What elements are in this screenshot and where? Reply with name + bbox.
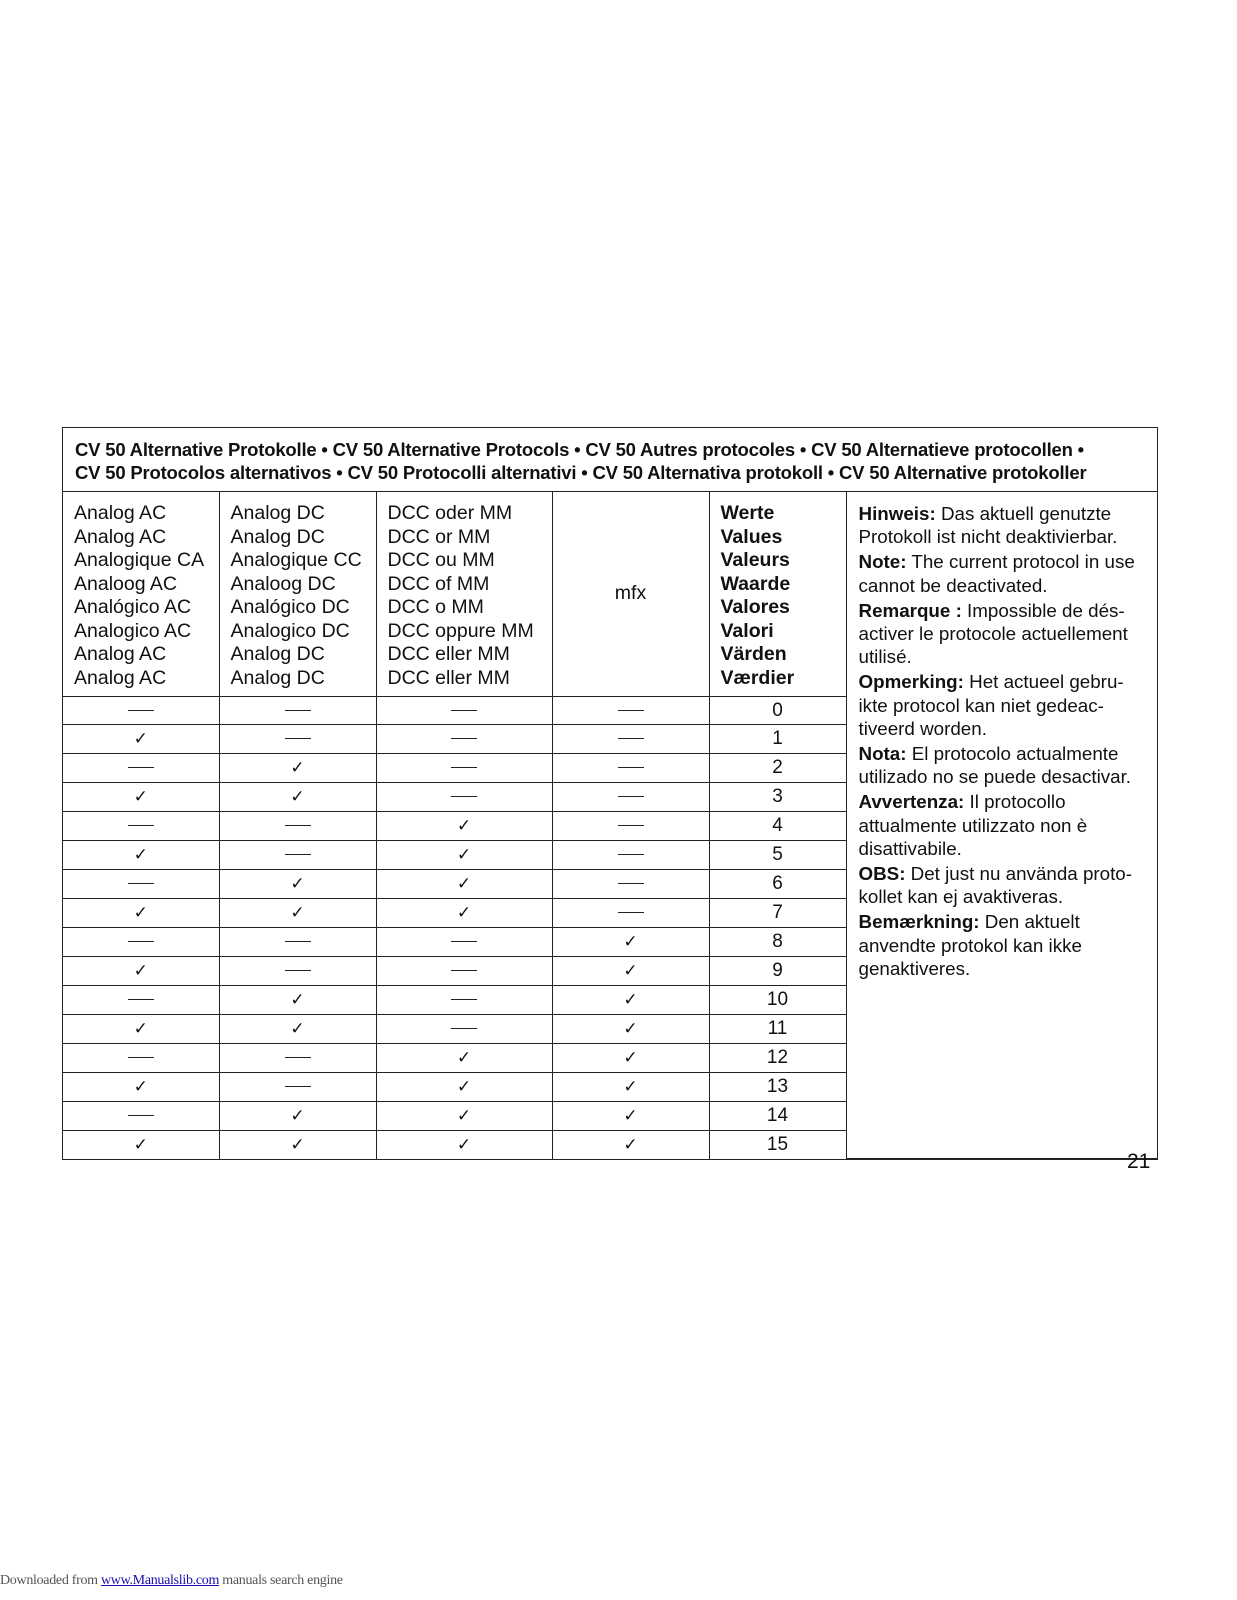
- table-cell: [376, 956, 552, 985]
- dash-icon: [618, 738, 644, 739]
- value-cell: 6: [709, 869, 846, 898]
- header-mfx: mfx: [552, 492, 709, 696]
- table-cell: [552, 1072, 709, 1101]
- table-cell: [376, 927, 552, 956]
- table-cell: [552, 696, 709, 724]
- dash-icon: [128, 999, 154, 1000]
- protocol-table: [63, 492, 1158, 1159]
- header-dcc-mm-line: DCC ou MM: [387, 549, 495, 571]
- table-cell: [219, 1014, 376, 1043]
- value-cell: 0: [709, 696, 846, 724]
- table-cell: [219, 956, 376, 985]
- table-cell: [376, 1014, 552, 1043]
- page-number: 21: [1127, 1150, 1151, 1173]
- check-icon: ✓: [623, 1134, 638, 1155]
- table-cell: [63, 1014, 219, 1043]
- table-cell: [219, 782, 376, 811]
- table-cell: [63, 782, 219, 811]
- note-label: Avvertenza:: [858, 791, 965, 813]
- table-title: [63, 428, 1157, 492]
- dash-icon: [451, 738, 477, 739]
- dash-icon: [451, 941, 477, 942]
- check-icon: ✓: [290, 1134, 305, 1155]
- header-analog-ac-line: Analógico AC: [74, 596, 192, 618]
- table-cell: [552, 724, 709, 753]
- table-cell: [376, 985, 552, 1014]
- table-cell: [552, 1043, 709, 1072]
- header-analog-ac-line: Analogico AC: [74, 619, 192, 642]
- dash-icon: [128, 1115, 154, 1116]
- check-icon: ✓: [623, 1018, 638, 1039]
- note-label: OBS:: [858, 863, 906, 885]
- header-analog-dc-line: Analog DC: [230, 666, 325, 689]
- dash-icon: [451, 710, 477, 711]
- dash-icon: [285, 825, 311, 826]
- table-cell: [63, 1130, 219, 1159]
- note-panel: [846, 492, 1158, 1159]
- cv50-table-container: [62, 427, 1158, 1160]
- table-cell: [376, 724, 552, 753]
- table-cell: [552, 1101, 709, 1130]
- check-icon: ✓: [133, 960, 148, 981]
- header-values-line: Valori: [720, 619, 774, 642]
- header-dcc-mm-line: DCC oder MM: [387, 502, 513, 524]
- dash-icon: [451, 767, 477, 768]
- check-icon: ✓: [133, 844, 148, 865]
- table-cell: [219, 840, 376, 869]
- title-line-1: CV 50 Alternative Protokolle • CV 50 Alternative Protocols • CV 50 Autres protocoles • CV 50 Alternatieve protocollen •: [75, 439, 1084, 460]
- table-cell: [552, 898, 709, 927]
- check-icon: ✓: [456, 815, 472, 836]
- note-text: Het actueel gebru-ikte protocol kan niet gedeac-tiveerd worden.: [858, 671, 1124, 739]
- dash-icon: [285, 1086, 311, 1087]
- table-cell: [376, 753, 552, 782]
- note-item: [859, 670, 1149, 740]
- table-cell: [552, 782, 709, 811]
- header-analog-ac-line: Analog AC: [74, 643, 167, 665]
- header-analog-ac-line: Analog AC: [74, 666, 167, 689]
- check-icon: ✓: [456, 1047, 472, 1068]
- note-label: Hinweis:: [858, 503, 936, 524]
- header-analog-dc: [219, 492, 376, 696]
- header-dcc-mm: [376, 492, 552, 696]
- dash-icon: [618, 883, 644, 884]
- header-row: [63, 492, 1158, 696]
- check-icon: ✓: [133, 1018, 148, 1039]
- check-icon: ✓: [456, 1105, 472, 1126]
- dash-icon: [285, 854, 311, 855]
- check-icon: ✓: [456, 902, 472, 923]
- value-cell: 14: [709, 1101, 846, 1130]
- value-cell: 11: [709, 1014, 846, 1043]
- note-item: [859, 550, 1149, 596]
- header-analog-dc-line: Analog DC: [230, 525, 325, 548]
- value-cell: 10: [709, 985, 846, 1014]
- value-cell: 4: [709, 811, 846, 840]
- table-cell: [552, 1014, 709, 1043]
- table-cell: [63, 898, 219, 927]
- table-cell: [63, 869, 219, 898]
- check-icon: ✓: [290, 786, 305, 807]
- value-cell: 9: [709, 956, 846, 985]
- dash-icon: [618, 796, 644, 797]
- note-label: Note:: [858, 551, 907, 573]
- dash-icon: [285, 710, 311, 711]
- check-icon: ✓: [456, 1076, 472, 1097]
- value-cell: 3: [709, 782, 846, 811]
- table-cell: [552, 985, 709, 1014]
- check-icon: ✓: [133, 1134, 148, 1155]
- table-cell: [376, 782, 552, 811]
- check-icon: ✓: [456, 1134, 472, 1155]
- header-dcc-mm-line: DCC oppure MM: [387, 619, 534, 642]
- header-analog-ac-line: Analog AC: [74, 502, 167, 524]
- value-cell: 5: [709, 840, 846, 869]
- header-dcc-mm-line: DCC o MM: [387, 596, 484, 618]
- dash-icon: [128, 710, 154, 711]
- check-icon: ✓: [456, 844, 472, 865]
- value-cell: 8: [709, 927, 846, 956]
- table-cell: [376, 840, 552, 869]
- header-dcc-mm-line: DCC eller MM: [387, 643, 510, 665]
- table-cell: [63, 985, 219, 1014]
- header-analog-dc-line: Analogico DC: [230, 619, 350, 642]
- dash-icon: [285, 941, 311, 942]
- header-values-line: Values: [720, 525, 783, 548]
- header-analog-dc-line: Analoog DC: [230, 572, 336, 595]
- table-cell: [376, 1101, 552, 1130]
- table-cell: [376, 869, 552, 898]
- dash-icon: [618, 825, 644, 826]
- table-cell: [219, 753, 376, 782]
- check-icon: ✓: [623, 1076, 638, 1097]
- check-icon: ✓: [623, 960, 638, 981]
- check-icon: ✓: [290, 1018, 305, 1039]
- header-analog-dc-line: Analog DC: [230, 502, 325, 524]
- note-text: Impossible de dés-activer le protocole actuellement utilisé.: [858, 599, 1128, 668]
- check-icon: ✓: [623, 1105, 638, 1126]
- table-cell: [219, 696, 376, 724]
- check-icon: ✓: [133, 728, 148, 749]
- note-item: [859, 910, 1149, 980]
- header-analog-dc-line: Analog DC: [230, 643, 325, 665]
- table-cell: [219, 898, 376, 927]
- note-label: Remarque :: [858, 599, 962, 621]
- table-cell: [376, 1130, 552, 1159]
- dash-icon: [128, 767, 154, 768]
- note-text: Il protocollo attualmente utilizzato non è disattivabile.: [858, 791, 1088, 859]
- value-cell: 15: [709, 1130, 846, 1159]
- check-icon: ✓: [290, 873, 305, 894]
- dash-icon: [128, 941, 154, 942]
- header-values-line: Werte: [720, 502, 775, 524]
- table-cell: [63, 956, 219, 985]
- table-cell: [219, 869, 376, 898]
- table-cell: [219, 985, 376, 1014]
- check-icon: ✓: [456, 873, 472, 894]
- value-cell: 7: [709, 898, 846, 927]
- table-cell: [219, 927, 376, 956]
- header-dcc-mm-line: DCC of MM: [387, 572, 490, 595]
- note-item: [859, 599, 1149, 669]
- header-dcc-mm-line: DCC or MM: [387, 525, 491, 548]
- table-cell: [376, 1072, 552, 1101]
- header-analog-ac: [63, 492, 219, 696]
- table-cell: [376, 898, 552, 927]
- header-values-line: Værdier: [720, 666, 795, 689]
- check-icon: ✓: [290, 757, 305, 778]
- table-cell: [219, 1130, 376, 1159]
- header-values: [709, 492, 846, 696]
- header-values-line: Waarde: [720, 572, 791, 595]
- table-cell: [63, 696, 219, 724]
- check-icon: ✓: [623, 931, 638, 952]
- dash-icon: [451, 1028, 477, 1029]
- header-analog-ac-line: Analogique CA: [74, 549, 205, 571]
- table-cell: [552, 753, 709, 782]
- header-analog-dc-line: Analogique CC: [230, 549, 362, 571]
- dash-icon: [618, 854, 644, 855]
- check-icon: ✓: [290, 902, 305, 923]
- check-icon: ✓: [133, 786, 148, 807]
- table-cell: [552, 869, 709, 898]
- note-text: Das aktuell genutzte Protokoll ist nicht deaktivierbar.: [858, 503, 1118, 548]
- table-cell: [552, 840, 709, 869]
- table-cell: [63, 724, 219, 753]
- note-text: Den aktuelt anvendte protokol kan ikke genaktiveres.: [858, 911, 1082, 979]
- table-cell: [219, 1072, 376, 1101]
- dash-icon: [618, 767, 644, 768]
- table-cell: [552, 956, 709, 985]
- header-analog-ac-line: Analog AC: [74, 525, 167, 548]
- note-label: Opmerking:: [858, 671, 964, 693]
- dash-icon: [128, 825, 154, 826]
- note-label: Nota:: [858, 743, 907, 765]
- table-cell: [63, 753, 219, 782]
- dash-icon: [285, 970, 311, 971]
- footer-suffix: manuals search engine: [219, 1573, 343, 1588]
- table-cell: [376, 811, 552, 840]
- title-line-2: CV 50 Protocolos alternativos • CV 50 Protocolli alternativi • CV 50 Alternativa protokoll • CV 50 Alternative protokoller: [75, 462, 1087, 483]
- note-item: [859, 862, 1149, 908]
- manualslib-link[interactable]: www.Manualslib.com: [100, 1573, 220, 1588]
- note-item: [859, 502, 1149, 548]
- table-cell: [63, 840, 219, 869]
- table-cell: [63, 1043, 219, 1072]
- table-cell: [63, 1072, 219, 1101]
- footer-prefix: Downloaded from: [0, 1573, 101, 1588]
- check-icon: ✓: [290, 1105, 305, 1126]
- download-footer: [0, 1573, 343, 1589]
- note-item: [859, 790, 1149, 860]
- table-cell: [63, 811, 219, 840]
- dash-icon: [451, 796, 477, 797]
- dash-icon: [285, 1057, 311, 1058]
- check-icon: ✓: [133, 1076, 148, 1097]
- value-cell: 2: [709, 753, 846, 782]
- table-cell: [376, 696, 552, 724]
- table-cell: [219, 724, 376, 753]
- note-item: [859, 742, 1149, 788]
- header-analog-dc-line: Analógico DC: [230, 596, 350, 618]
- table-cell: [219, 1101, 376, 1130]
- check-icon: ✓: [623, 1047, 638, 1068]
- note-text: El protocolo actualmente utilizado no se puede desactivar.: [858, 743, 1132, 788]
- note-text: Det just nu använda proto-kollet kan ej avaktiveras.: [858, 863, 1133, 908]
- check-icon: ✓: [133, 902, 148, 923]
- table-cell: [552, 1130, 709, 1159]
- value-cell: 12: [709, 1043, 846, 1072]
- dash-icon: [451, 999, 477, 1000]
- header-analog-ac-line: Analoog AC: [74, 572, 177, 595]
- check-icon: ✓: [623, 989, 638, 1010]
- dash-icon: [451, 970, 477, 971]
- note-label: Bemærkning:: [858, 911, 980, 933]
- value-cell: 13: [709, 1072, 846, 1101]
- dash-icon: [285, 738, 311, 739]
- table-cell: [219, 811, 376, 840]
- table-cell: [552, 811, 709, 840]
- check-icon: ✓: [290, 989, 305, 1010]
- header-values-line: Valeurs: [720, 549, 790, 571]
- dash-icon: [128, 1057, 154, 1058]
- dash-icon: [128, 883, 154, 884]
- value-cell: 1: [709, 724, 846, 753]
- dash-icon: [618, 912, 644, 913]
- table-cell: [219, 1043, 376, 1072]
- table-cell: [552, 927, 709, 956]
- header-values-line: Värden: [720, 643, 787, 665]
- note-text: The current protocol in use cannot be deactivated.: [858, 551, 1135, 596]
- header-values-line: Valores: [720, 596, 790, 618]
- header-dcc-mm-line: DCC eller MM: [387, 666, 510, 689]
- table-cell: [376, 1043, 552, 1072]
- table-cell: [63, 1101, 219, 1130]
- table-cell: [63, 927, 219, 956]
- dash-icon: [618, 710, 644, 711]
